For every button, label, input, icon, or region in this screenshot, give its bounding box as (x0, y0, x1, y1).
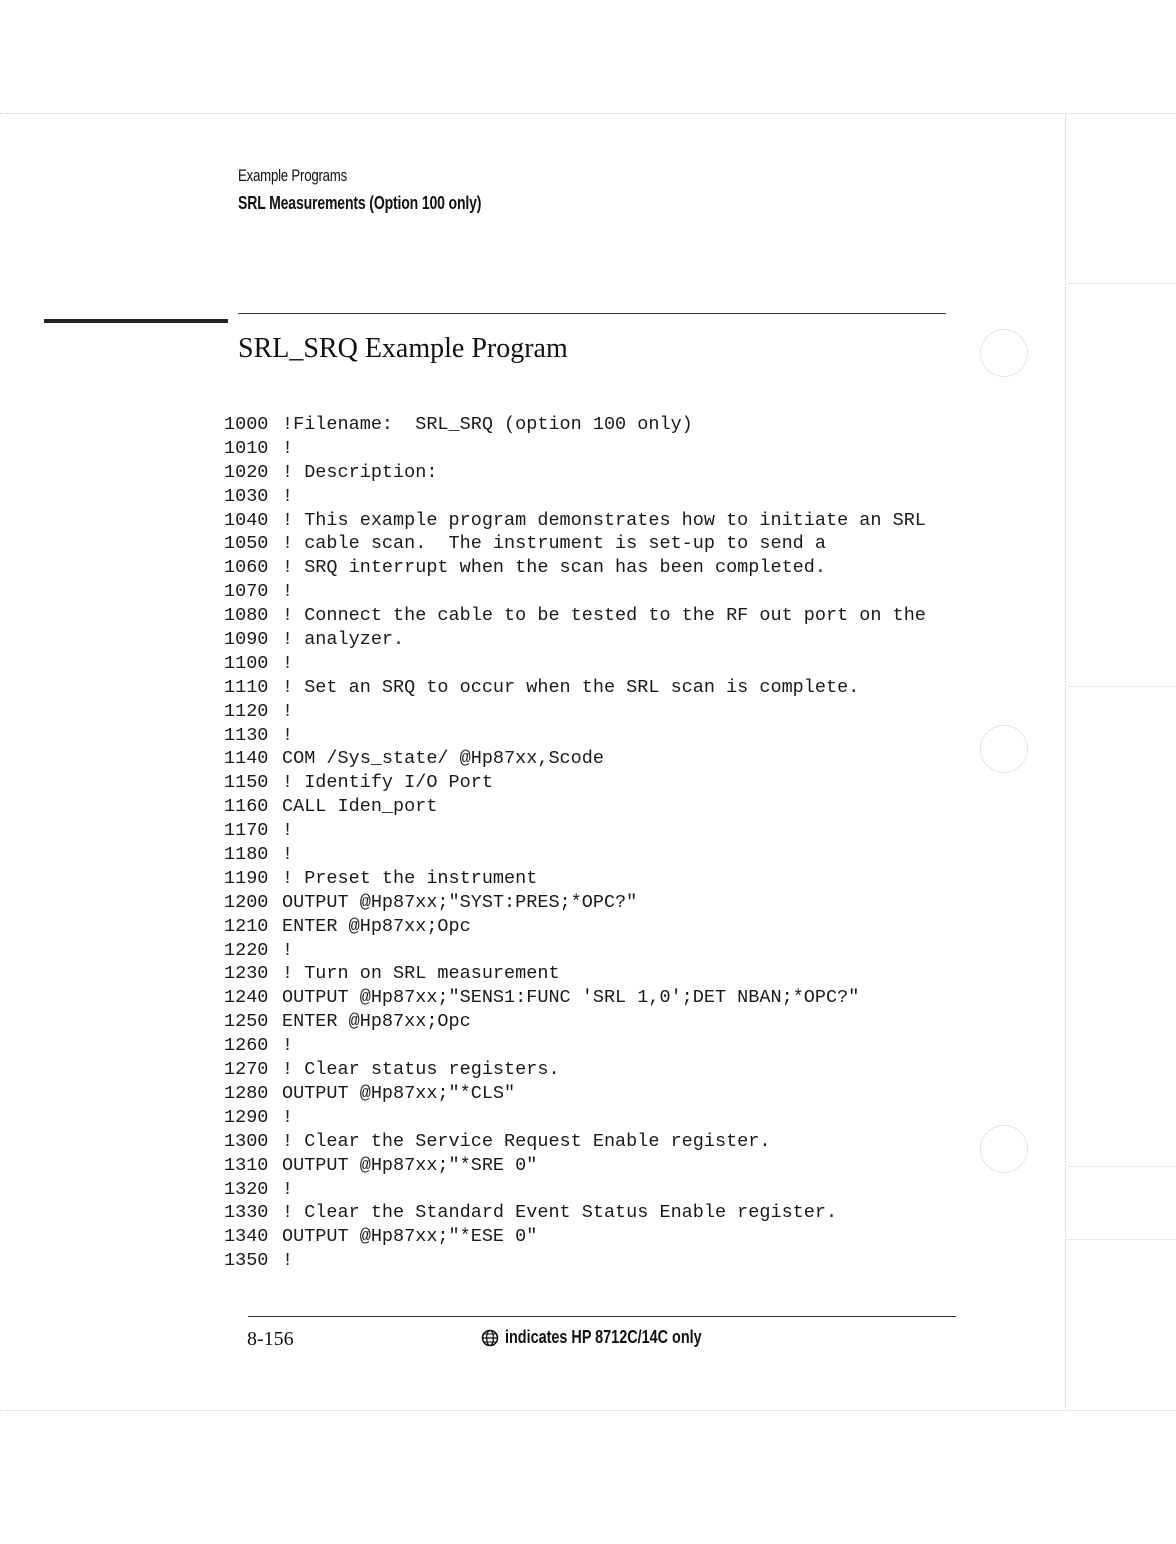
code-line (224, 962, 926, 986)
code-line (224, 652, 926, 676)
code-statement: ! Clear the Service Request Enable register. (282, 1130, 771, 1152)
code-statement: ENTER @Hp87xx;Opc (282, 1011, 471, 1033)
code-statement: OUTPUT @Hp87xx;"*ESE 0" (282, 1226, 538, 1248)
line-number: 1240 (224, 987, 269, 1009)
code-statement: ! (282, 820, 294, 842)
code-statement: ! (282, 437, 294, 459)
code-statement: ! Connect the cable to be tested to the RF out port on the (282, 605, 926, 627)
line-number: 1060 (224, 557, 269, 579)
line-number: 1220 (224, 939, 269, 961)
code-line (224, 1225, 926, 1249)
code-statement: ! analyzer. (282, 629, 405, 651)
binder-hole (980, 1125, 1028, 1173)
code-statement: ! Turn on SRL measurement (282, 963, 560, 985)
code-statement: OUTPUT @Hp87xx;"SYST:PRES;*OPC?" (282, 891, 638, 913)
code-statement: ! Description: (282, 461, 438, 483)
code-line (224, 986, 926, 1010)
code-statement: ! (282, 1035, 294, 1057)
line-number: 1210 (224, 915, 269, 937)
code-line (224, 556, 926, 580)
line-number: 1280 (224, 1082, 269, 1104)
code-line (224, 795, 926, 819)
code-line (224, 461, 926, 485)
code-statement: ! cable scan. The instrument is set-up to send a (282, 533, 826, 555)
tab-divider (1068, 283, 1176, 284)
code-line (224, 1034, 926, 1058)
code-statement: ! (282, 1250, 294, 1272)
page-number: 8-156 (247, 1328, 294, 1350)
header-subsection: SRL Measurements (Option 100 only) (238, 193, 482, 213)
page-edge-bottom (0, 1410, 1176, 1411)
code-line (224, 747, 926, 771)
binder-hole (980, 725, 1028, 773)
code-line (224, 1154, 926, 1178)
code-line (224, 1010, 926, 1034)
code-line (224, 604, 926, 628)
line-number: 1180 (224, 844, 269, 866)
code-line (224, 724, 926, 748)
code-statement: ! (282, 1106, 294, 1128)
line-number: 1010 (224, 437, 269, 459)
line-number: 1000 (224, 414, 269, 435)
code-statement: ! Identify I/O Port (282, 772, 493, 794)
code-statement: ! (282, 844, 294, 866)
code-line (224, 1249, 926, 1273)
footer-note (481, 1327, 751, 1348)
line-number: 1110 (224, 676, 269, 698)
code-line (224, 676, 926, 700)
page-edge-right (1065, 113, 1066, 1410)
line-number: 1090 (224, 629, 269, 651)
code-statement: ! (282, 581, 294, 603)
code-statement: ! (282, 652, 294, 674)
code-line (224, 1201, 926, 1225)
line-number: 1100 (224, 652, 269, 674)
line-number: 1150 (224, 772, 269, 794)
code-line (224, 843, 926, 867)
page-edge-top (0, 113, 1176, 114)
code-statement: ! Clear status registers. (282, 1059, 560, 1081)
line-number: 1200 (224, 891, 269, 913)
line-number: 1130 (224, 724, 269, 746)
code-statement: ! (282, 1178, 294, 1200)
line-number: 1310 (224, 1154, 269, 1176)
line-number: 1340 (224, 1226, 269, 1248)
code-statement: OUTPUT @Hp87xx;"*SRE 0" (282, 1154, 538, 1176)
line-number: 1160 (224, 796, 269, 818)
code-statement: ! (282, 724, 294, 746)
code-statement: ! This example program demonstrates how to initiate an SRL (282, 509, 926, 531)
code-statement: COM /Sys_state/ @Hp87xx,Scode (282, 748, 604, 770)
tab-divider (1068, 1239, 1176, 1240)
page-title: SRL_SRQ Example Program (238, 333, 568, 364)
code-listing (224, 413, 926, 1273)
line-number: 1140 (224, 748, 269, 770)
binder-hole (980, 329, 1028, 377)
code-line (224, 1178, 926, 1202)
code-statement: OUTPUT @Hp87xx;"SENS1:FUNC 'SRL 1,0';DET NBAN;*OPC?" (282, 987, 860, 1009)
code-statement: ! SRQ interrupt when the scan has been completed. (282, 557, 826, 579)
globe-icon (481, 1329, 499, 1347)
line-number: 1270 (224, 1059, 269, 1081)
line-number: 1040 (224, 509, 269, 531)
code-line (224, 413, 926, 437)
code-statement: ENTER @Hp87xx;Opc (282, 915, 471, 937)
line-number: 1080 (224, 605, 269, 627)
line-number: 1290 (224, 1106, 269, 1128)
code-line (224, 1130, 926, 1154)
code-line (224, 509, 926, 533)
line-number: 1120 (224, 700, 269, 722)
code-statement: !Filename: SRL_SRQ (option 100 only) (282, 414, 693, 435)
code-statement: ! (282, 485, 294, 507)
code-line (224, 532, 926, 556)
line-number: 1260 (224, 1035, 269, 1057)
section-rule (238, 313, 946, 314)
code-statement: ! Clear the Standard Event Status Enable register. (282, 1202, 838, 1224)
footer-rule (248, 1316, 956, 1317)
code-statement: OUTPUT @Hp87xx;"*CLS" (282, 1082, 516, 1104)
line-number: 1330 (224, 1202, 269, 1224)
line-number: 1250 (224, 1011, 269, 1033)
section-marker-bar (44, 319, 228, 323)
running-header (238, 166, 550, 214)
line-number: 1230 (224, 963, 269, 985)
code-line (224, 819, 926, 843)
line-number: 1320 (224, 1178, 269, 1200)
line-number: 1300 (224, 1130, 269, 1152)
code-line (224, 939, 926, 963)
code-line (224, 867, 926, 891)
code-line (224, 1058, 926, 1082)
line-number: 1020 (224, 461, 269, 483)
code-line (224, 891, 926, 915)
code-line (224, 771, 926, 795)
code-line (224, 700, 926, 724)
code-statement: ! (282, 700, 294, 722)
line-number: 1170 (224, 820, 269, 842)
code-line (224, 1082, 926, 1106)
tab-divider (1068, 1166, 1176, 1167)
code-statement: ! Set an SRQ to occur when the SRL scan is complete. (282, 676, 860, 698)
tab-divider (1068, 686, 1176, 687)
code-statement: ! (282, 939, 294, 961)
line-number: 1030 (224, 485, 269, 507)
line-number: 1070 (224, 581, 269, 603)
line-number: 1050 (224, 533, 269, 555)
code-statement: CALL Iden_port (282, 796, 438, 818)
code-line (224, 915, 926, 939)
code-line (224, 437, 926, 461)
code-line (224, 1106, 926, 1130)
code-statement: ! Preset the instrument (282, 867, 538, 889)
line-number: 1190 (224, 867, 269, 889)
line-number: 1350 (224, 1250, 269, 1272)
header-section: Example Programs (238, 166, 348, 185)
footer-note-text: indicates HP 8712C/14C only (505, 1327, 702, 1347)
code-line (224, 485, 926, 509)
code-line (224, 580, 926, 604)
code-line (224, 628, 926, 652)
